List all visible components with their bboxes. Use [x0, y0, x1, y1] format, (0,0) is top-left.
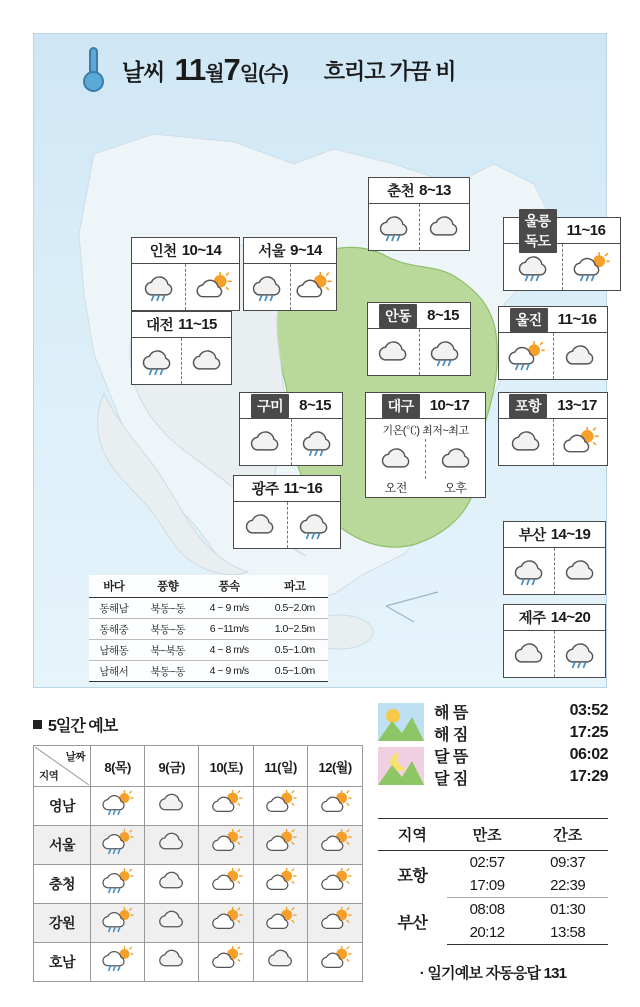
forecast-icon-cell: [308, 826, 363, 865]
forecast-icon-cell: [254, 865, 308, 904]
forecast-day-header: 8(목): [91, 746, 145, 787]
city-box-ulleung: [503, 212, 621, 291]
pm-icon-cell: [287, 502, 341, 548]
weather-map-panel: [33, 33, 607, 688]
city-name: 광주: [251, 482, 279, 498]
city-name: 대구: [382, 394, 420, 418]
tide-time: 17:09: [447, 874, 528, 898]
rain-sun-icon: [101, 829, 134, 855]
sea-col-header: 바다: [103, 581, 125, 593]
city-box-daejeon: [131, 311, 232, 385]
pm-icon-cell: [554, 631, 605, 677]
forecast-region-label: 서울: [34, 826, 91, 865]
am-icon-cell: [244, 264, 290, 310]
pm-icon-cell: [553, 419, 608, 465]
forecast-region-label: 강원: [34, 904, 91, 943]
cloud-sun-icon: [319, 907, 352, 933]
sea-row: [89, 640, 328, 661]
cloud-icon: [425, 212, 463, 242]
tide-row: [378, 851, 608, 875]
sea-cell: 북동~동: [150, 602, 185, 615]
city-box-busan: [503, 521, 606, 595]
sea-cell: 4 ~ 9 m/s: [209, 665, 249, 677]
tide-region: 부산: [397, 914, 428, 932]
cloud-sun-icon: [210, 868, 243, 894]
am-icon-cell: [132, 338, 181, 384]
forecast-row: [34, 787, 363, 826]
tide-time: 09:37: [550, 854, 586, 871]
sun-moon-label: 달 뜸: [434, 748, 468, 766]
thermometer-icon: [82, 47, 104, 93]
rain-icon: [138, 346, 176, 376]
bullet-square-icon: [33, 720, 42, 729]
city-box-incheon: [131, 237, 240, 311]
city-temp: 11~15: [178, 316, 217, 333]
sea-cell: 북동~동: [150, 623, 185, 636]
am-icon-cell: [369, 204, 419, 250]
forecast-icon-cell: [199, 826, 254, 865]
forecast-region-label: 영남: [34, 787, 91, 826]
city-box-jeju: [503, 604, 606, 678]
sea-col-header: 풍속: [218, 581, 240, 593]
sea-cell: 남해동: [99, 644, 129, 657]
sea-forecast-table: [89, 575, 328, 682]
cloud-icon: [188, 346, 226, 376]
forecast-icon-cell: [91, 865, 145, 904]
pm-icon-cell: [553, 333, 608, 379]
sea-row: [89, 661, 328, 682]
sun-moon-label: 달 짐: [434, 770, 468, 788]
forecast-icon-cell: [91, 826, 145, 865]
city-name: 대전: [146, 318, 174, 334]
rain-icon: [375, 212, 413, 242]
city-temp: 11~16: [557, 311, 597, 328]
forecast-row: [34, 865, 363, 904]
sea-cell: 4 ~ 9 m/s: [209, 602, 249, 614]
sun-moon-panel: [378, 700, 608, 788]
tide-time: 20:12: [447, 921, 528, 945]
am-icon-cell: [132, 264, 185, 310]
forecast-icon-cell: [145, 787, 199, 826]
city-box-andong: [367, 302, 471, 376]
sun-moon-value: 06:02: [569, 746, 608, 763]
sea-col-header: 풍향: [157, 581, 179, 593]
city-name: 울릉 독도: [519, 209, 557, 253]
city-box-gwangju: [233, 475, 341, 549]
sea-cell: 0.5~1.0m: [274, 665, 315, 677]
rain-icon: [510, 556, 548, 586]
forecast-row: [34, 904, 363, 943]
am-icon-cell: [504, 548, 554, 594]
tide-col-header: 만조: [447, 819, 528, 851]
am-icon-cell: [499, 333, 553, 379]
am-icon-cell: [368, 329, 419, 375]
sea-cell: 6 ~11m/s: [209, 623, 249, 635]
summary-text: 흐리고 가끔 비: [323, 58, 456, 84]
city-box-uljin: [498, 306, 608, 380]
rain-sun-icon: [572, 252, 610, 282]
tide-time: 01:30: [550, 901, 586, 918]
pm-icon-cell: [290, 264, 337, 310]
cloud-sun-icon: [264, 868, 297, 894]
am-icon-cell: [234, 502, 287, 548]
cloud-icon: [155, 868, 188, 894]
tide-region: 포항: [397, 867, 428, 885]
cloud-sun-icon: [319, 790, 352, 816]
sunrise-icon: [378, 703, 424, 741]
city-name: 서울: [258, 244, 286, 260]
forecast-corner-cell: [34, 746, 91, 787]
sea-cell: 남해서: [99, 665, 129, 678]
pm-icon-cell: [562, 244, 621, 290]
cloud-sun-icon: [210, 790, 243, 816]
sea-row: [89, 598, 328, 619]
am-icon-cell: [499, 419, 553, 465]
forecast-icon-cell: [308, 787, 363, 826]
corner-label-date: 날짜: [65, 751, 85, 763]
forecast-section-title: 5일간 예보: [33, 713, 117, 736]
cloud-icon: [246, 427, 284, 457]
cloud-sun-icon: [319, 946, 352, 972]
tide-col-header: 지역: [378, 819, 447, 851]
sun-moon-value: 17:25: [569, 724, 608, 741]
sea-cell: 0.5~1.0m: [274, 644, 315, 656]
city-temp: 14~20: [550, 609, 591, 626]
cloud-icon: [374, 337, 412, 367]
city-temp: 10~14: [181, 242, 222, 259]
am-icon-cell: [504, 631, 554, 677]
pm-icon-cell: [181, 338, 231, 384]
forecast-icon-cell: [308, 943, 363, 982]
cloud-icon: [155, 946, 188, 972]
city-box-chuncheon: [368, 177, 470, 251]
city-name: 춘천: [387, 184, 415, 200]
pm-icon-cell: [291, 419, 343, 465]
rain-icon: [426, 337, 464, 367]
city-temp: 8~15: [299, 397, 331, 414]
sea-cell: 4 ~ 8 m/s: [209, 644, 249, 656]
cloud-icon: [155, 829, 188, 855]
city-box-seoul: [243, 237, 337, 311]
forecast-icon-cell: [91, 787, 145, 826]
sun-moon-value: 03:52: [569, 702, 608, 719]
rain-icon: [298, 427, 336, 457]
forecast-icon-cell: [145, 865, 199, 904]
rain-icon: [295, 510, 333, 540]
tide-col-header: 간조: [527, 819, 608, 851]
forecast-day-header: 11(일): [254, 746, 308, 787]
tide-time: 08:08: [469, 901, 505, 918]
forecast-icon-cell: [145, 826, 199, 865]
forecast-icon-cell: [199, 787, 254, 826]
city-temp: 11~16: [566, 222, 606, 239]
sun-moon-value: 17:29: [569, 768, 608, 785]
rain-icon: [248, 272, 286, 302]
sun-moon-row: [378, 700, 608, 744]
sea-cell: 0.5~2.0m: [274, 602, 315, 614]
date-title: 11월7일(수): [174, 52, 288, 87]
rain-icon: [140, 272, 178, 302]
tide-time: 02:57: [469, 854, 505, 871]
cloud-sun-icon: [210, 946, 243, 972]
forecast-icon-cell: [308, 865, 363, 904]
cloud-icon: [241, 510, 279, 540]
forecast-icon-cell: [91, 904, 145, 943]
cloud-sun-icon: [294, 272, 332, 302]
pm-icon-cell: [425, 439, 485, 479]
city-temp: 13~17: [557, 397, 597, 414]
rain-sun-icon: [101, 907, 134, 933]
cloud-icon: [507, 427, 545, 457]
forecast-icon-cell: [199, 865, 254, 904]
forecast-icon-cell: [254, 943, 308, 982]
tide-time: 13:58: [527, 921, 608, 945]
five-day-forecast-table: [33, 745, 363, 982]
am-icon-cell: [366, 439, 425, 479]
page-title: 날씨: [122, 58, 165, 85]
city-name: 구미: [251, 394, 289, 418]
city-box-gumi: [239, 392, 343, 466]
city-box-daegu: [365, 392, 486, 498]
tide-row: [378, 898, 608, 922]
tide-time: 22:39: [527, 874, 608, 898]
cloud-sun-icon: [319, 868, 352, 894]
forecast-icon-cell: [254, 787, 308, 826]
cloud-icon: [510, 639, 548, 669]
pm-icon-cell: [419, 329, 471, 375]
legend-text: 기온(℃) 최저~최고: [382, 425, 469, 437]
sea-col-header: 파고: [284, 581, 306, 593]
forecast-row: [34, 943, 363, 982]
city-box-pohang: [498, 392, 608, 466]
cloud-icon: [264, 946, 297, 972]
corner-label-region: 지역: [39, 770, 59, 782]
pm-label: 오후: [444, 481, 467, 495]
cloud-sun-icon: [561, 427, 599, 457]
footer-note: · 일기예보 자동응답 131: [419, 965, 567, 982]
cloud-sun-icon: [264, 790, 297, 816]
forecast-day-header: 9(금): [145, 746, 199, 787]
forecast-row: [34, 826, 363, 865]
tide-table: [378, 818, 608, 945]
sun-moon-label: 해 뜸: [434, 704, 468, 722]
cloud-icon: [155, 907, 188, 933]
rain-icon: [561, 639, 599, 669]
sea-cell: 1.0~2.5m: [274, 623, 315, 635]
cloud-icon: [155, 790, 188, 816]
sea-cell: 동해남: [99, 602, 129, 615]
sea-cell: 북동~동: [150, 665, 185, 678]
city-temp: 14~19: [550, 526, 591, 543]
cloud-sun-icon: [264, 907, 297, 933]
cloud-icon: [561, 341, 599, 371]
am-icon-cell: [240, 419, 291, 465]
am-icon-cell: [504, 244, 562, 290]
am-label: 오전: [384, 481, 407, 495]
city-name: 안동: [379, 304, 417, 328]
pm-icon-cell: [554, 548, 605, 594]
pm-icon-cell: [419, 204, 470, 250]
forecast-icon-cell: [308, 904, 363, 943]
forecast-icon-cell: [199, 943, 254, 982]
city-name: 울진: [510, 308, 548, 332]
city-name: 부산: [518, 528, 546, 544]
cloud-icon: [437, 444, 475, 474]
city-temp: 9~14: [290, 242, 322, 259]
city-temp: 8~15: [427, 307, 459, 324]
cloud-sun-icon: [210, 907, 243, 933]
forecast-icon-cell: [91, 943, 145, 982]
forecast-icon-cell: [254, 826, 308, 865]
moonrise-icon: [378, 747, 424, 785]
rain-sun-icon: [507, 341, 545, 371]
forecast-icon-cell: [145, 904, 199, 943]
forecast-icon-cell: [199, 904, 254, 943]
cloud-sun-icon: [210, 829, 243, 855]
sea-cell: 북~북동: [150, 644, 185, 657]
forecast-region-label: 호남: [34, 943, 91, 982]
cloud-icon: [377, 444, 415, 474]
rain-icon: [514, 252, 552, 282]
sun-moon-row: [378, 744, 608, 788]
sun-moon-label: 해 짐: [434, 726, 468, 744]
cloud-icon: [561, 556, 599, 586]
sea-row: [89, 619, 328, 640]
rain-sun-icon: [101, 946, 134, 972]
city-temp: 8~13: [419, 182, 451, 199]
rain-sun-icon: [101, 868, 134, 894]
city-temp: 11~16: [283, 480, 323, 497]
forecast-icon-cell: [254, 904, 308, 943]
city-name: 제주: [518, 611, 546, 627]
forecast-day-header: 10(토): [199, 746, 254, 787]
pm-icon-cell: [185, 264, 239, 310]
forecast-region-label: 충청: [34, 865, 91, 904]
cloud-sun-icon: [264, 829, 297, 855]
forecast-icon-cell: [145, 943, 199, 982]
cloud-sun-icon: [194, 272, 232, 302]
city-name: 포항: [509, 394, 547, 418]
forecast-day-header: 12(월): [308, 746, 363, 787]
city-name: 인천: [149, 244, 177, 260]
rain-sun-icon: [101, 790, 134, 816]
sea-cell: 동해중: [99, 623, 129, 636]
cloud-sun-icon: [319, 829, 352, 855]
city-temp: 10~17: [429, 397, 470, 414]
